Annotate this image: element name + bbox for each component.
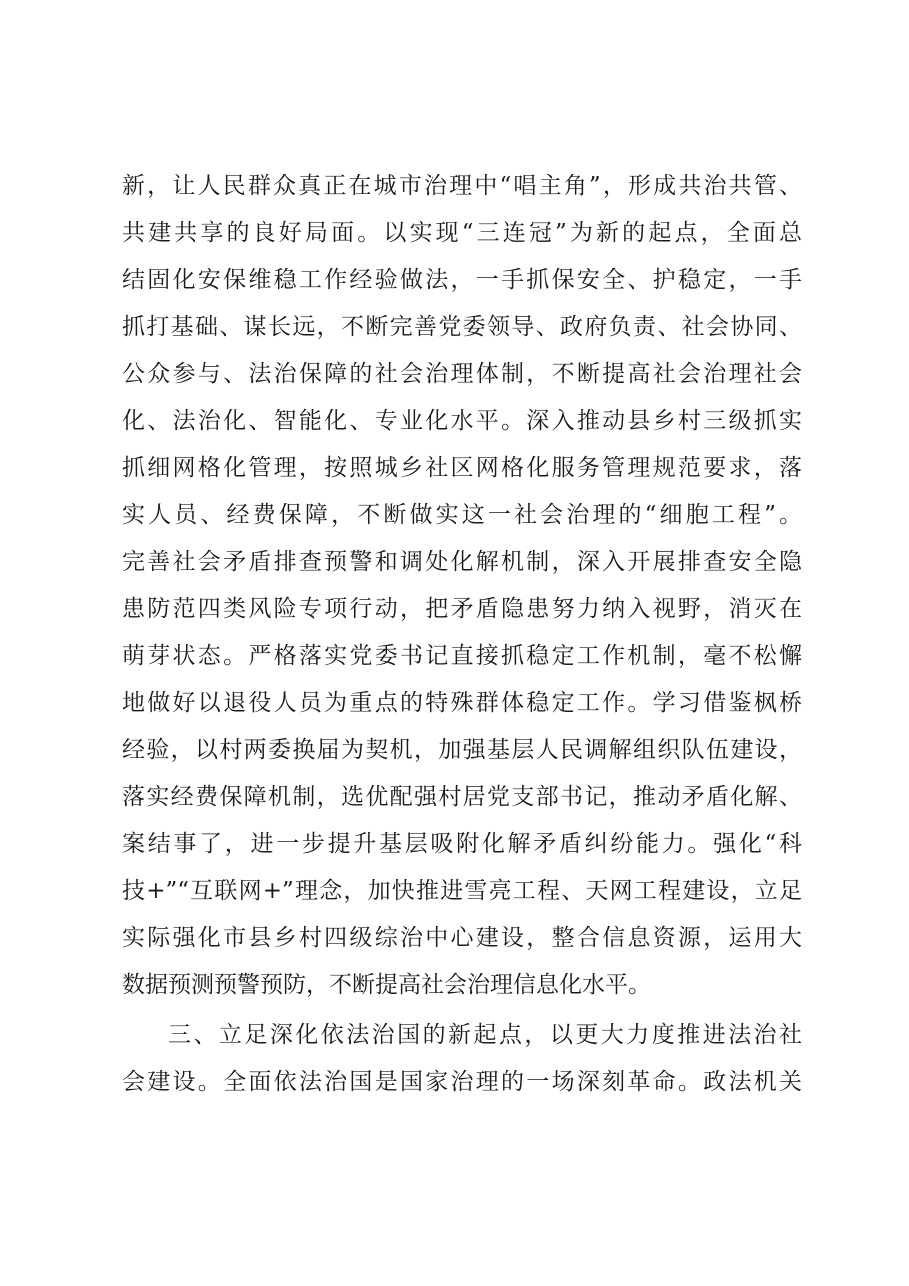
text-line: 三、立足深化依法治国的新起点，以更大力度推进法治社	[168, 1022, 802, 1048]
text-line: 落实经费保障机制，选优配强村居党支部书记，推动矛盾化解、	[122, 784, 802, 810]
text-line: 会建设。全面依法治国是国家治理的一场深刻革命。政法机关	[122, 1069, 802, 1095]
text-line: 共建共享的良好局面。以实现“三连冠”为新的起点，全面总	[122, 220, 802, 246]
text-line: 公众参与、法治保障的社会治理体制，不断提高社会治理社会	[122, 361, 802, 387]
text-line: 技+”“互联网+”理念，加快推进雪亮工程、天网工程建设，立足	[122, 878, 802, 904]
text-line: 新，让人民群众真正在城市治理中“唱主角”，形成共治共管、	[122, 173, 802, 199]
body-text	[122, 163, 802, 1106]
text-line: 实人员、经费保障，不断做实这一社会治理的“细胞工程”。	[122, 502, 802, 528]
text-line: 抓细网格化管理，按照城乡社区网格化服务管理规范要求，落	[122, 455, 802, 481]
text-line: 地做好以退役人员为重点的特殊群体稳定工作。学习借鉴枫桥	[122, 690, 802, 716]
text-line: 化、法治化、智能化、专业化水平。深入推动县乡村三级抓实	[122, 408, 802, 434]
paragraph-rule-of-law	[122, 1012, 802, 1106]
text-line: 实际强化市县乡村四级综治中心建设，整合信息资源，运用大	[122, 925, 802, 951]
text-line: 案结事了，进一步提升基层吸附化解矛盾纠纷能力。强化“科	[122, 831, 802, 857]
text-line: 抓打基础、谋长远，不断完善党委领导、政府负责、社会协同、	[122, 314, 802, 340]
text-line: 经验，以村两委换届为契机，加强基层人民调解组织队伍建设，	[122, 737, 802, 763]
text-line: 数据预测预警预防，不断提高社会治理信息化水平。	[122, 972, 651, 998]
text-line: 完善社会矛盾排查预警和调处化解机制，深入开展排查安全隐	[122, 549, 802, 575]
paragraph-social-governance	[122, 163, 802, 1009]
text-line: 萌芽状态。严格落实党委书记直接抓稳定工作机制，毫不松懈	[122, 643, 802, 669]
text-line: 结固化安保维稳工作经验做法，一手抓保安全、护稳定，一手	[122, 267, 802, 293]
text-line: 患防范四类风险专项行动，把矛盾隐患努力纳入视野，消灭在	[122, 596, 802, 622]
